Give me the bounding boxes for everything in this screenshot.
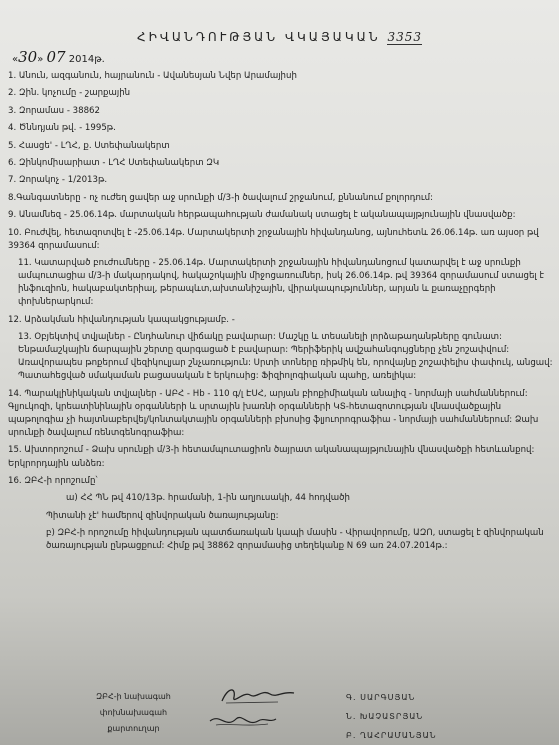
- field-commissariat: 6. Զինկոմիսարիատ - ԼՂՀ Ստեփանակերտ ԶԿ: [8, 157, 220, 168]
- field-treatment: 11. Կատարված բուժումները - 25.06.14թ. Մարտակերտի շրջանային հիվանդանոցում կատարվել է աջ սրունքի ամպուտացիա մ/3-ի մակարդակով, հակաշոկային միջոցառումներ, իսկ 26.06.14թ. թվ 39364 զորամասում ստացել է ինֆուզիոն, հակաբակտերիալ, թերապևտ,ախտանիշային, վիրակապություններ, արյան և քառաչըրգերի փոխներարկում:: [18, 258, 544, 308]
- field-decision: 16. ԶԲՀ-ի որոշումը՝: [8, 475, 98, 486]
- document-title: [0, 30, 559, 44]
- date-day: 30: [18, 48, 38, 66]
- decision-item-a: ա) ՀՀ ՊՆ թվ 410/13թ. հրամանի, 1-ին աղյուսակի, 44 հոդվածի: [66, 493, 350, 504]
- field-name: 1. Անուն, ազգանուն, հայրանուն - Ավանեսյան Նվեր Արամայիսի: [8, 71, 297, 81]
- signature-block: [0, 683, 559, 745]
- field-paraclinical-data: 14. Պարակլինիկական տվյալներ - ԱԲՀ - Hb - 110 գ/լ ԷՍՀ, արյան բիոքիմիական անալիզ - նորմայի սահմաններում: Գլյուկոզի, կրեատինինային օրգանների և սրտային խառնի օրգանների ԿՏ-հետազոտության վնասվածքային պաթոլոգիա չի հայտնաբերվել/կոնտակտային օրգանների բխոսից ֆլյուորոգրաֆիա - նորմայի սահմաններում: Ձախ սրունքի ծավալում ռենտգենոգրաֆիա:: [8, 388, 539, 439]
- field-discharge: 12. Արձակման հիվանդության կապակցությամբ. -: [8, 314, 235, 325]
- signature-roles: [96, 689, 171, 737]
- field-rank: 2. Զին. կոչումը - շարքային: [8, 88, 131, 99]
- role-chairman: ԶԲՀ-ի նախագահ: [96, 692, 171, 701]
- decision-item-b: բ) ԶԲՀ-ի որոշումը հիվանդության պատճառական կապի մասին - Վիրավորումը, ԱԶՈ, ստացել է զինվորական ծառայության ընթացքում: Հիմք թվ 38862 զորամասից տեղեկանք N 69 առ 24.07.2014թ.:: [46, 528, 544, 552]
- field-objective-data: 13. Օբյեկտիվ տվյալներ - Ընդհանուր վիճակը բավարար: Մաշկը և տեսանելի լորձաթաղանթները գունատ: Ենթամաշկային ճարպային շերտը զարգացած է բավարար: Պերիֆերիկ ավշահանգույցները չեն շոշափվում: Առավորապես թոքերում վեզիկուլյար շնչառություն: Սրտի տոները ռիթմիկ են, որովայնը շոշափելիս փափուկ, անցավ: Պատահեցված սմակաման բացասական է երկուսից: Ֆիզիոլոգիական պահը, առելիկա:: [18, 332, 553, 382]
- decision-fitness: Պիտանի չէ' համերով զինվորական ծառայությանը:: [46, 510, 279, 521]
- field-birth-year: 4. Ծննդյան թվ. - 1995թ.: [8, 123, 116, 134]
- field-diagnosis: 15. Ախտորոշում - Ձախ սրունքի մ/3-ի հետամպուտացիոն ծայրատ ականապայթյունային վնասվածքի հետևանքով: Երկրորդային անձեռ:: [8, 445, 535, 469]
- field-address: 5. Հասցե' - ԼՂՀ, ք. Ստեփանակերտ: [8, 140, 170, 151]
- document-date: «30» 07 2014թ.: [12, 48, 105, 66]
- signer-3: Բ. ՂԱՀՐԱՄԱՆՅԱՆ: [346, 731, 437, 740]
- field-conscription: 7. Զորակոչ - 1/2013թ.: [8, 175, 108, 186]
- field-treated: 10. Բուժվել, հետազոտվել է -25.06.14թ. Մարտակերտի շրջանային հիվանդանոց, այնուհետև 26.06.14թ. առ այսօր թվ 39364 զորամասում:: [8, 227, 539, 251]
- field-unit: 3. Զորամաս - 38862: [8, 105, 100, 116]
- handwritten-signature-1: [218, 685, 298, 707]
- signer-1: Գ. ՍԱՐԳՍՅԱՆ: [346, 693, 416, 702]
- signer-2: Ն. ԽԱՉԱՏՐՅԱՆ: [346, 712, 424, 721]
- handwritten-signature-2: [206, 709, 280, 733]
- certificate-body: [8, 70, 553, 558]
- role-deputy: փոխնախագահ: [99, 708, 168, 717]
- field-complaints: 8.Գանգատները - ոչ ուժեղ ցավեր աջ սրունքի մ/3-ի ծավալում շրջանում, քննանում քոլորդում:: [8, 192, 433, 203]
- field-anamnesis: 9. Անամնեզ - 25.06.14թ. մարտական հերթապահության ժամանակ ստացել է ականապայթյունային վնասվածք:: [8, 210, 516, 221]
- title-text: ՀԻՎԱՆԴՈՒԹՅԱՆ ՎԿԱՅԱԿԱՆ: [137, 30, 381, 44]
- certificate-number: 3353: [387, 30, 422, 44]
- signature-names: [346, 688, 437, 745]
- role-secretary: քարտուղար: [107, 724, 160, 733]
- date-month: 07: [46, 48, 66, 66]
- date-year: 2014թ.: [68, 54, 105, 65]
